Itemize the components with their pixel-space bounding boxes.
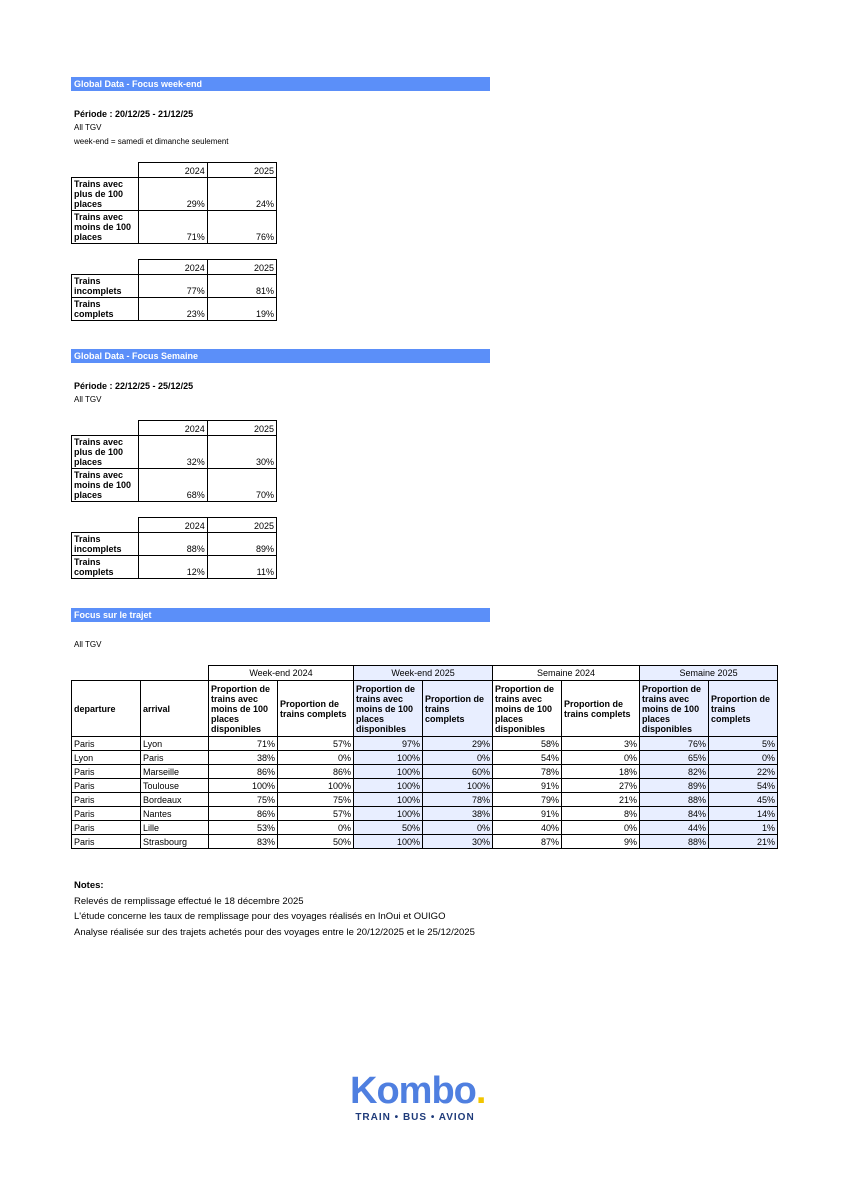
section-header-semaine: Global Data - Focus Semaine bbox=[71, 349, 490, 363]
cell-value: 65% bbox=[640, 751, 709, 765]
cell-value: 14% bbox=[709, 807, 778, 821]
arrival-cell: Paris bbox=[141, 751, 209, 765]
cell-value: 24% bbox=[207, 178, 276, 211]
cell-value: 100% bbox=[354, 765, 423, 779]
cell-value: 1% bbox=[709, 821, 778, 835]
cell-value: 83% bbox=[209, 835, 278, 849]
cell-value: 22% bbox=[709, 765, 778, 779]
cell-value: 27% bbox=[562, 779, 640, 793]
note-line: L'étude concerne les taux de remplissage pour des voyages réalisés en InOui et OUIGO bbox=[74, 911, 446, 922]
group-header-semaine-2024: Semaine 2024 bbox=[493, 666, 640, 681]
section-header-weekend: Global Data - Focus week-end bbox=[71, 77, 490, 91]
cell-value: 29% bbox=[138, 178, 207, 211]
table-row bbox=[72, 807, 778, 821]
cell-value: 100% bbox=[209, 779, 278, 793]
departure-cell: Paris bbox=[72, 793, 141, 807]
cell-value: 81% bbox=[207, 275, 276, 298]
table-row bbox=[72, 765, 778, 779]
year-header: 2025 bbox=[207, 421, 276, 436]
cell-value: 82% bbox=[640, 765, 709, 779]
departure-cell: Paris bbox=[72, 821, 141, 835]
cell-value: 0% bbox=[278, 821, 354, 835]
arrival-header: arrival bbox=[141, 681, 209, 737]
note-line: Relevés de remplissage effectué le 18 décembre 2025 bbox=[74, 895, 304, 907]
year-header: 2025 bbox=[207, 163, 276, 178]
prop-complete-header: Proportion de trains complets bbox=[709, 681, 778, 737]
cell-value: 58% bbox=[493, 737, 562, 751]
year-header: 2024 bbox=[138, 163, 207, 178]
period-semaine: Période : 22/12/25 - 25/12/25 bbox=[74, 381, 194, 391]
prop-complete-header: Proportion de trains complets bbox=[423, 681, 493, 737]
prop-small-header: Proportion de trains avec moins de 100 places disponibles bbox=[640, 681, 709, 737]
cell-value: 70% bbox=[207, 469, 276, 502]
cell-value: 50% bbox=[354, 821, 423, 835]
row-label: Trains avec moins de 100 places bbox=[72, 211, 139, 244]
cell-value: 88% bbox=[138, 533, 207, 556]
routes-table bbox=[71, 665, 778, 849]
cell-value: 11% bbox=[207, 556, 276, 579]
year-header: 2025 bbox=[207, 518, 276, 533]
scope-trajet: All TGV bbox=[74, 640, 102, 649]
table-row bbox=[72, 793, 778, 807]
prop-small-header: Proportion de trains avec moins de 100 places disponibles bbox=[209, 681, 278, 737]
table-row bbox=[72, 751, 778, 765]
semaine-completeness-table bbox=[71, 517, 277, 579]
cell-value: 100% bbox=[354, 835, 423, 849]
arrival-cell: Marseille bbox=[141, 765, 209, 779]
cell-value: 60% bbox=[423, 765, 493, 779]
cell-value: 0% bbox=[562, 751, 640, 765]
cell-value: 100% bbox=[354, 751, 423, 765]
arrival-cell: Toulouse bbox=[141, 779, 209, 793]
cell-value: 77% bbox=[138, 275, 207, 298]
cell-value: 53% bbox=[209, 821, 278, 835]
row-label: Trains avec plus de 100 places bbox=[72, 178, 139, 211]
kombo-logo bbox=[350, 1070, 486, 1123]
cell-value: 89% bbox=[640, 779, 709, 793]
cell-value: 0% bbox=[709, 751, 778, 765]
cell-value: 38% bbox=[209, 751, 278, 765]
prop-complete-header: Proportion de trains complets bbox=[278, 681, 354, 737]
cell-value: 68% bbox=[138, 469, 207, 502]
scope-semaine: All TGV bbox=[74, 395, 102, 404]
cell-value: 44% bbox=[640, 821, 709, 835]
cell-value: 32% bbox=[138, 436, 207, 469]
cell-value: 0% bbox=[278, 751, 354, 765]
notes-title: Notes: bbox=[74, 880, 104, 891]
cell-value: 3% bbox=[562, 737, 640, 751]
cell-value: 21% bbox=[562, 793, 640, 807]
cell-value: 87% bbox=[493, 835, 562, 849]
cell-value: 91% bbox=[493, 807, 562, 821]
departure-header: departure bbox=[72, 681, 141, 737]
cell-value: 9% bbox=[562, 835, 640, 849]
table-row bbox=[72, 821, 778, 835]
cell-value: 76% bbox=[207, 211, 276, 244]
weekend-capacity-table bbox=[71, 162, 277, 244]
table-row bbox=[72, 737, 778, 751]
cell-value: 91% bbox=[493, 779, 562, 793]
cell-value: 54% bbox=[493, 751, 562, 765]
arrival-cell: Nantes bbox=[141, 807, 209, 821]
cell-value: 0% bbox=[423, 821, 493, 835]
prop-small-header: Proportion de trains avec moins de 100 places disponibles bbox=[354, 681, 423, 737]
cell-value: 21% bbox=[709, 835, 778, 849]
cell-value: 50% bbox=[278, 835, 354, 849]
cell-value: 75% bbox=[278, 793, 354, 807]
cell-value: 57% bbox=[278, 737, 354, 751]
cell-value: 5% bbox=[709, 737, 778, 751]
year-header: 2025 bbox=[207, 260, 276, 275]
cell-value: 8% bbox=[562, 807, 640, 821]
cell-value: 45% bbox=[709, 793, 778, 807]
prop-small-header: Proportion de trains avec moins de 100 places disponibles bbox=[493, 681, 562, 737]
table-row bbox=[72, 835, 778, 849]
departure-cell: Paris bbox=[72, 779, 141, 793]
cell-value: 0% bbox=[562, 821, 640, 835]
row-label: Trains avec moins de 100 places bbox=[72, 469, 139, 502]
cell-value: 100% bbox=[354, 779, 423, 793]
cell-value: 86% bbox=[209, 765, 278, 779]
arrival-cell: Strasbourg bbox=[141, 835, 209, 849]
cell-value: 100% bbox=[278, 779, 354, 793]
logo-tagline: TRAIN • BUS • AVION bbox=[355, 1112, 475, 1123]
arrival-cell: Lyon bbox=[141, 737, 209, 751]
year-header: 2024 bbox=[138, 260, 207, 275]
scope-weekend: All TGV bbox=[74, 123, 102, 132]
cell-value: 88% bbox=[640, 835, 709, 849]
note-line: Analyse réalisée sur des trajets achetés pour des voyages entre le 20/12/2025 et le 25/12/2025 bbox=[74, 926, 475, 938]
row-label: Trains complets bbox=[72, 556, 139, 579]
departure-cell: Paris bbox=[72, 765, 141, 779]
cell-value: 57% bbox=[278, 807, 354, 821]
year-header: 2024 bbox=[138, 518, 207, 533]
notes bbox=[74, 878, 475, 940]
cell-value: 29% bbox=[423, 737, 493, 751]
prop-complete-header: Proportion de trains complets bbox=[562, 681, 640, 737]
departure-cell: Lyon bbox=[72, 751, 141, 765]
cell-value: 54% bbox=[709, 779, 778, 793]
cell-value: 30% bbox=[207, 436, 276, 469]
departure-cell: Paris bbox=[72, 807, 141, 821]
cell-value: 18% bbox=[562, 765, 640, 779]
group-header-weekend-2025: Week-end 2025 bbox=[354, 666, 493, 681]
cell-value: 79% bbox=[493, 793, 562, 807]
cell-value: 40% bbox=[493, 821, 562, 835]
cell-value: 100% bbox=[354, 793, 423, 807]
cell-value: 38% bbox=[423, 807, 493, 821]
section-header-trajet: Focus sur le trajet bbox=[71, 608, 490, 622]
group-header-weekend-2024: Week-end 2024 bbox=[209, 666, 354, 681]
cell-value: 86% bbox=[278, 765, 354, 779]
cell-value: 97% bbox=[354, 737, 423, 751]
weekend-completeness-table bbox=[71, 259, 277, 321]
cell-value: 86% bbox=[209, 807, 278, 821]
group-header-semaine-2025: Semaine 2025 bbox=[640, 666, 778, 681]
row-label: Trains incomplets bbox=[72, 533, 139, 556]
cell-value: 84% bbox=[640, 807, 709, 821]
period-weekend: Période : 20/12/25 - 21/12/25 bbox=[74, 109, 194, 119]
row-label: Trains avec plus de 100 places bbox=[72, 436, 139, 469]
cell-value: 76% bbox=[640, 737, 709, 751]
row-label: Trains complets bbox=[72, 298, 139, 321]
cell-value: 0% bbox=[423, 751, 493, 765]
weekend-definition: week-end = samedi et dimanche seulement bbox=[74, 137, 229, 146]
cell-value: 100% bbox=[354, 807, 423, 821]
cell-value: 12% bbox=[138, 556, 207, 579]
cell-value: 89% bbox=[207, 533, 276, 556]
logo-wordmark: Kombo. bbox=[350, 1070, 486, 1112]
arrival-cell: Lille bbox=[141, 821, 209, 835]
cell-value: 88% bbox=[640, 793, 709, 807]
cell-value: 78% bbox=[423, 793, 493, 807]
departure-cell: Paris bbox=[72, 737, 141, 751]
cell-value: 23% bbox=[138, 298, 207, 321]
arrival-cell: Bordeaux bbox=[141, 793, 209, 807]
year-header: 2024 bbox=[138, 421, 207, 436]
cell-value: 71% bbox=[209, 737, 278, 751]
cell-value: 30% bbox=[423, 835, 493, 849]
cell-value: 100% bbox=[423, 779, 493, 793]
cell-value: 71% bbox=[138, 211, 207, 244]
row-label: Trains incomplets bbox=[72, 275, 139, 298]
cell-value: 19% bbox=[207, 298, 276, 321]
table-row bbox=[72, 779, 778, 793]
semaine-capacity-table bbox=[71, 420, 277, 502]
cell-value: 75% bbox=[209, 793, 278, 807]
departure-cell: Paris bbox=[72, 835, 141, 849]
cell-value: 78% bbox=[493, 765, 562, 779]
